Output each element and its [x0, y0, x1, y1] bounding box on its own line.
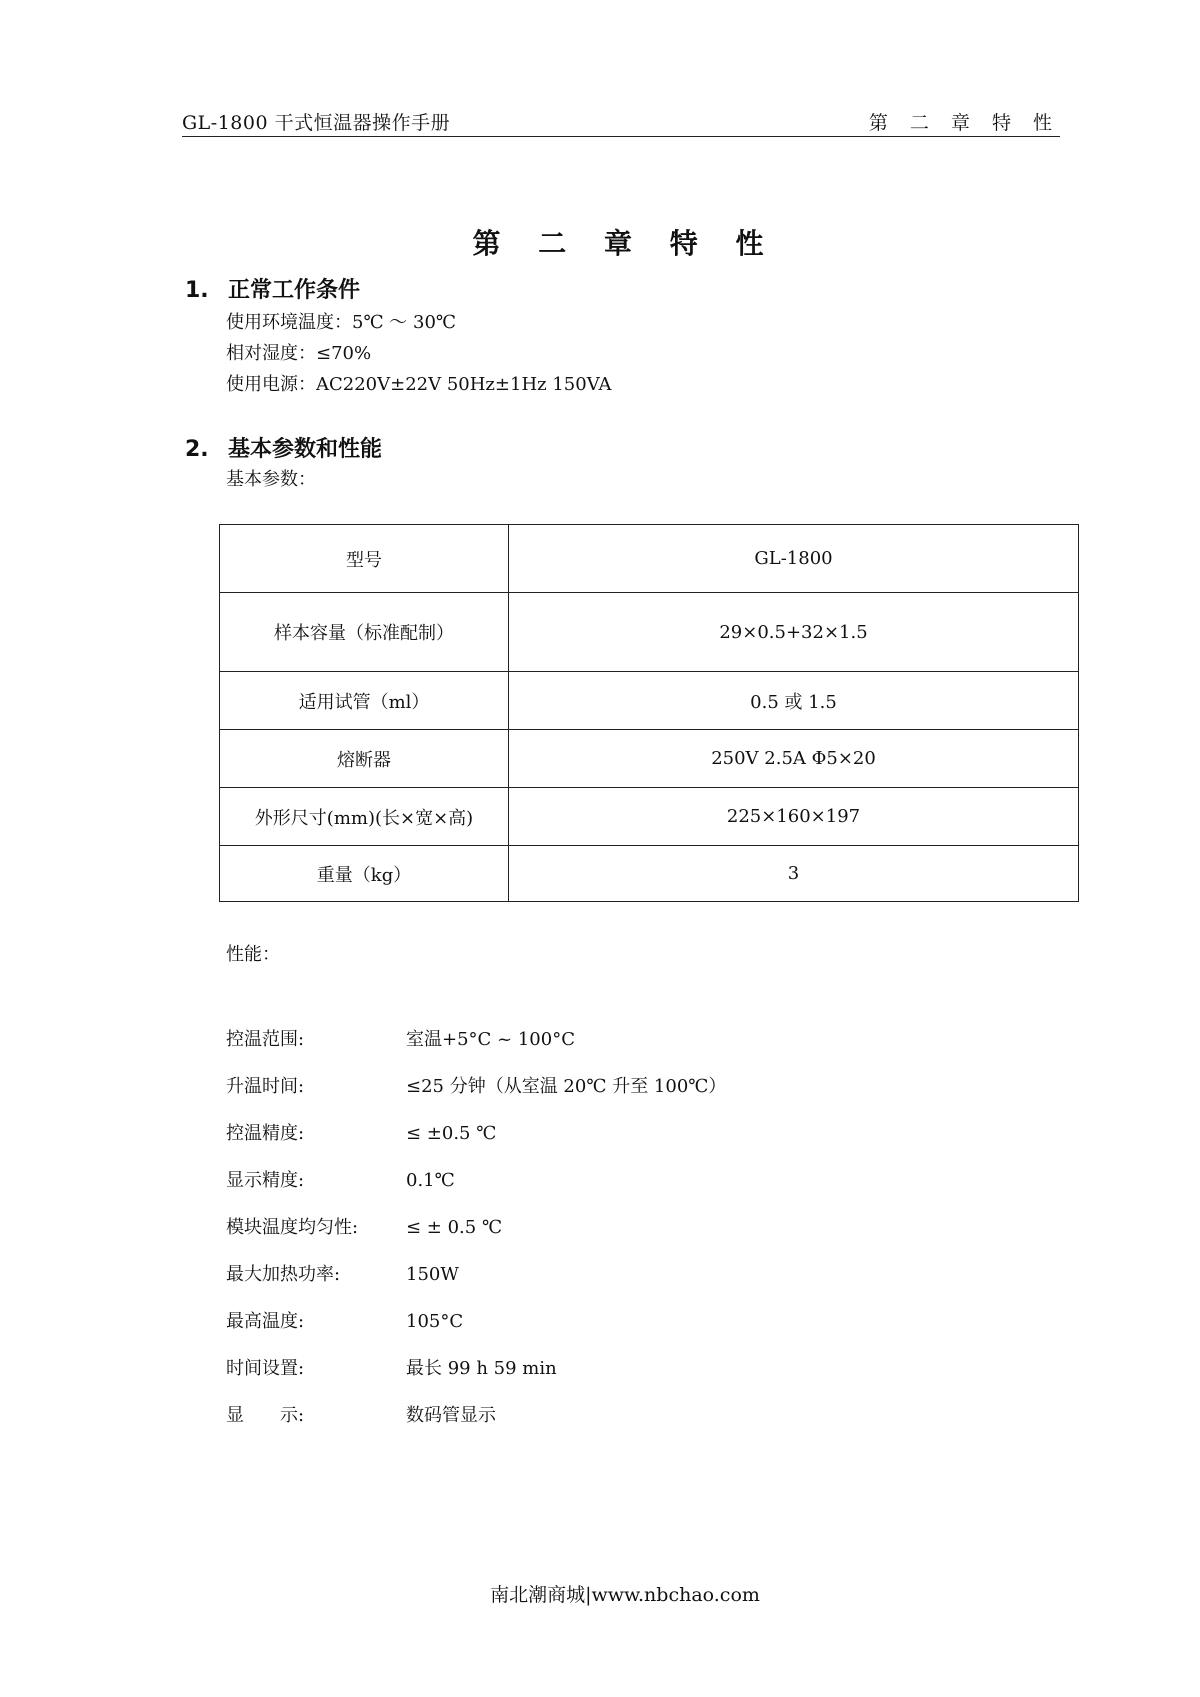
table-row: [220, 672, 1079, 730]
table-cell-value: 3: [509, 846, 1079, 902]
basic-params-label: 基本参数：: [226, 469, 316, 490]
table-row: [220, 788, 1079, 846]
performance-row-label: 控温精度:: [226, 1123, 305, 1144]
header-divider: [182, 136, 1060, 137]
section-1-heading: [185, 273, 360, 304]
performance-row-value: 105°C: [406, 1311, 464, 1332]
performance-row-label: 显 示:: [226, 1405, 305, 1426]
performance-row-value: 数码管显示: [406, 1405, 496, 1426]
table-cell-label: 型号: [220, 525, 509, 593]
table-row: [220, 846, 1079, 902]
table-cell-label: 外形尺寸(mm)(长×宽×高): [220, 788, 509, 846]
performance-row-label: 模块温度均匀性:: [226, 1217, 359, 1238]
table-cell-value: GL-1800: [509, 525, 1079, 593]
table-row: [220, 730, 1079, 788]
performance-row-label: 最高温度:: [226, 1311, 305, 1332]
performance-row: [226, 1307, 463, 1333]
table-cell-label: 熔断器: [220, 730, 509, 788]
condition-temperature: 使用环境温度：5℃ ～ 30℃: [226, 312, 457, 333]
condition-humidity: 相对湿度：≤70%: [226, 343, 372, 364]
performance-row: [226, 1166, 455, 1192]
section-2-number: 2.: [185, 437, 209, 462]
header-manual-title: GL-1800 干式恒温器操作手册: [182, 112, 451, 134]
performance-row-value: 150W: [406, 1264, 459, 1285]
performance-row-value: 最长 99 h 59 min: [406, 1358, 557, 1379]
performance-row: [226, 1072, 726, 1098]
table-cell-label: 适用试管（ml）: [220, 672, 509, 730]
performance-row: [226, 1213, 502, 1239]
performance-row-label: 最大加热功率:: [226, 1264, 341, 1285]
table-cell-value: 29×0.5+32×1.5: [509, 593, 1079, 672]
performance-row: [226, 1401, 496, 1427]
performance-row: [226, 1025, 575, 1051]
performance-row-value: ≤ ±0.5 ℃: [406, 1123, 497, 1144]
condition-power: 使用电源：AC220V±22V 50Hz±1Hz 150VA: [226, 374, 612, 395]
section-2-title: 基本参数和性能: [228, 437, 383, 462]
performance-row-label: 显示精度:: [226, 1170, 305, 1191]
section-1-title: 正常工作条件: [228, 278, 361, 303]
header-chapter-name: 第 二 章 特 性: [868, 112, 1060, 134]
table-cell-value: 250V 2.5A Φ5×20: [509, 730, 1079, 788]
performance-row-value: 室温+5°C ~ 100°C: [406, 1029, 575, 1050]
performance-row-value: ≤ ± 0.5 ℃: [406, 1217, 503, 1238]
table-cell-value: 0.5 或 1.5: [509, 672, 1079, 730]
table-cell-label: 样本容量（标准配制）: [220, 593, 509, 672]
performance-row-value: 0.1℃: [406, 1170, 455, 1191]
performance-row-value: ≤25 分钟（从室温 20℃ 升至 100℃）: [406, 1076, 727, 1097]
performance-row-label: 升温时间:: [226, 1076, 305, 1097]
performance-row-label: 控温范围:: [226, 1029, 305, 1050]
performance-row: [226, 1260, 459, 1286]
section-2-heading: [185, 432, 382, 463]
performance-row: [226, 1119, 496, 1145]
performance-row-label: 时间设置:: [226, 1358, 305, 1379]
basic-params-table: [219, 524, 1079, 902]
table-row: [220, 525, 1079, 593]
table-cell-label: 重量（kg）: [220, 846, 509, 902]
chapter-title: 第 二 章 特 性: [472, 227, 778, 260]
performance-row: [226, 1354, 557, 1380]
footer-source: 南北潮商城|www.nbchao.com: [490, 1584, 760, 1606]
section-1-number: 1.: [185, 278, 209, 303]
table-row: [220, 593, 1079, 672]
table-cell-value: 225×160×197: [509, 788, 1079, 846]
performance-label: 性能：: [226, 944, 280, 965]
